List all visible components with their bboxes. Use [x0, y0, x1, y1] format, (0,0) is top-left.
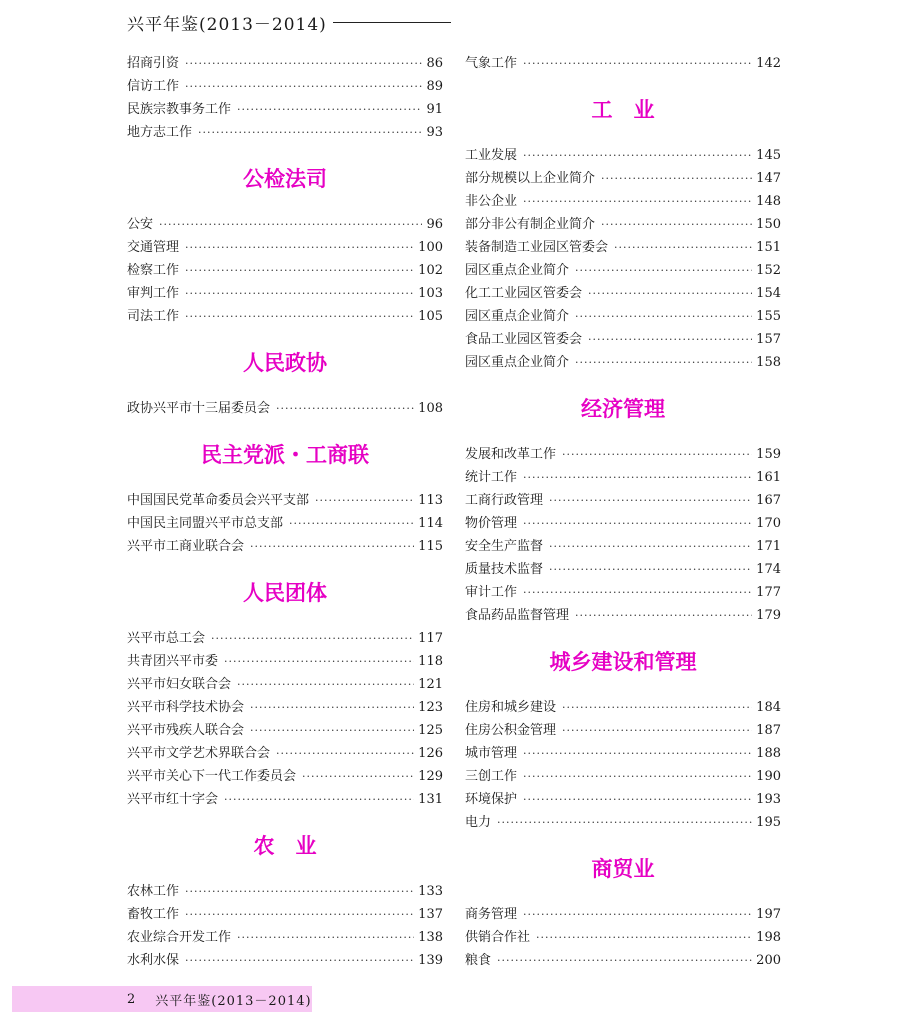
toc-entry[interactable]	[127, 282, 443, 305]
toc-entry-page: 114	[418, 516, 443, 531]
section-spacer	[127, 375, 443, 397]
toc-entry[interactable]	[127, 98, 443, 121]
toc-entry[interactable]	[127, 259, 443, 282]
dot-leader	[549, 535, 752, 558]
toc-entry[interactable]	[127, 903, 443, 926]
toc-entry[interactable]	[465, 259, 781, 282]
dot-leader	[315, 489, 414, 512]
toc-entry-label: 兴平市总工会	[127, 631, 206, 646]
toc-entry-page: 115	[418, 539, 443, 554]
toc-entry-page: 125	[418, 723, 443, 738]
toc-entry-label: 审判工作	[127, 286, 180, 301]
toc-entry[interactable]	[465, 167, 781, 190]
toc-entry-page: 197	[756, 907, 781, 922]
toc-entry-page: 123	[418, 700, 443, 715]
section-spacer	[465, 834, 781, 857]
dot-leader	[575, 351, 752, 374]
toc-entry-label: 地方志工作	[127, 125, 193, 140]
dot-leader	[601, 167, 752, 190]
toc-entry-page: 187	[756, 723, 781, 738]
toc-entry[interactable]	[127, 880, 443, 903]
toc-entry-page: 93	[426, 125, 443, 140]
section-title: 城乡建设和管理	[549, 649, 697, 674]
toc-entry-page: 190	[756, 769, 781, 784]
toc-entry-page: 179	[756, 608, 781, 623]
toc-entry[interactable]	[465, 489, 781, 512]
toc-entry[interactable]	[127, 949, 443, 972]
toc-entry-page: 157	[756, 332, 781, 347]
dot-leader	[523, 52, 752, 75]
section-spacer	[465, 627, 781, 650]
toc-entry[interactable]	[127, 719, 443, 742]
toc-entry-page: 155	[756, 309, 781, 324]
toc-entry[interactable]	[127, 535, 443, 558]
toc-entry-page: 142	[756, 56, 781, 71]
dot-leader	[575, 604, 752, 627]
toc-entry-label: 兴平市科学技术协会	[127, 700, 245, 715]
toc-entry-page: 154	[756, 286, 781, 301]
dot-leader	[185, 880, 414, 903]
toc-entry-page: 105	[418, 309, 443, 324]
toc-entry-page: 148	[756, 194, 781, 209]
section-title: 农 业	[253, 833, 317, 858]
dot-leader	[185, 282, 414, 305]
section-spacer	[127, 191, 443, 213]
dot-leader	[211, 627, 414, 650]
dot-leader	[523, 788, 752, 811]
toc-entry[interactable]	[465, 282, 781, 305]
section-title: 商贸业	[591, 856, 655, 881]
toc-entry[interactable]	[465, 903, 781, 926]
section-title: 人民政协	[243, 350, 327, 375]
toc-entry-label: 质量技术监督	[465, 562, 544, 577]
section-spacer	[127, 328, 443, 351]
toc-entry-label: 三创工作	[465, 769, 518, 784]
dot-leader	[237, 673, 414, 696]
section-spacer	[127, 420, 443, 443]
toc-entry-page: 117	[418, 631, 443, 646]
toc-entry[interactable]	[127, 121, 443, 144]
dot-leader	[562, 719, 752, 742]
toc-entry-page: 188	[756, 746, 781, 761]
toc-entry[interactable]	[127, 305, 443, 328]
toc-entry-page: 150	[756, 217, 781, 232]
toc-entry[interactable]	[465, 926, 781, 949]
section-title: 工 业	[591, 97, 655, 122]
toc-entry-label: 共青团兴平市委	[127, 654, 219, 669]
dot-leader	[562, 443, 752, 466]
toc-entry[interactable]	[465, 811, 781, 834]
dot-leader	[185, 52, 422, 75]
toc-entry-label: 兴平市残疾人联合会	[127, 723, 245, 738]
toc-entry[interactable]	[127, 765, 443, 788]
section-spacer	[465, 881, 781, 903]
toc-entry-label: 工商行政管理	[465, 493, 544, 508]
toc-entry-label: 食品工业园区管委会	[465, 332, 583, 347]
toc-entry-label: 中国民主同盟兴平市总支部	[127, 516, 284, 531]
dot-leader	[536, 926, 752, 949]
page-footer	[12, 986, 312, 1012]
toc-entry-label: 园区重点企业简介	[465, 309, 570, 324]
toc-entry[interactable]	[127, 236, 443, 259]
toc-entry-page: 100	[418, 240, 443, 255]
toc-entry[interactable]	[127, 926, 443, 949]
dot-leader	[185, 259, 414, 282]
toc-entry-page: 174	[756, 562, 781, 577]
toc-entry-label: 供销合作社	[465, 930, 531, 945]
toc-entry-label: 兴平市红十字会	[127, 792, 219, 807]
toc-entry-label: 食品药品监督管理	[465, 608, 570, 623]
dot-leader	[588, 328, 752, 351]
toc-entry-label: 商务管理	[465, 907, 518, 922]
toc-entry-page: 139	[418, 953, 443, 968]
toc-entry[interactable]	[465, 719, 781, 742]
toc-entry-page: 147	[756, 171, 781, 186]
dot-leader	[549, 489, 752, 512]
dot-leader	[198, 121, 422, 144]
toc-entry-label: 兴平市工商业联合会	[127, 539, 245, 554]
dot-leader	[523, 765, 752, 788]
section-title: 民主党派・工商联	[201, 442, 369, 467]
toc-entry-label: 信访工作	[127, 79, 180, 94]
toc-entry-label: 农业综合开发工作	[127, 930, 232, 945]
toc-entry[interactable]	[127, 627, 443, 650]
toc-entry-label: 政协兴平市十三届委员会	[127, 401, 271, 416]
section-spacer	[465, 674, 781, 696]
toc-entry[interactable]	[465, 949, 781, 972]
toc-left-column	[127, 52, 443, 972]
header-rule	[333, 22, 451, 23]
toc-entry-label: 非公企业	[465, 194, 518, 209]
toc-entry-page: 89	[426, 79, 443, 94]
toc-entry[interactable]	[127, 788, 443, 811]
toc-entry-page: 171	[756, 539, 781, 554]
toc-entry-page: 145	[756, 148, 781, 163]
toc-entry[interactable]	[465, 788, 781, 811]
section-spacer	[465, 374, 781, 397]
toc-entry[interactable]	[465, 144, 781, 167]
dot-leader	[497, 811, 752, 834]
toc-entry-label: 气象工作	[465, 56, 518, 71]
dot-leader	[523, 903, 752, 926]
dot-leader	[588, 282, 752, 305]
toc-entry-page: 137	[418, 907, 443, 922]
section-spacer	[465, 122, 781, 144]
toc-entry-label: 化工工业园区管委会	[465, 286, 583, 301]
toc-entry[interactable]	[127, 673, 443, 696]
toc-entry-page: 121	[418, 677, 443, 692]
toc-entry-label: 电力	[465, 815, 492, 830]
running-header	[127, 10, 451, 35]
dot-leader	[276, 742, 414, 765]
toc-entry-label: 装备制造工业园区管委会	[465, 240, 609, 255]
dot-leader	[614, 236, 752, 259]
toc-entry[interactable]	[127, 512, 443, 535]
toc-entry-label: 检察工作	[127, 263, 180, 278]
footer-title: 兴平年鉴(2013－2014)	[155, 993, 312, 1009]
toc-entry-page: 151	[756, 240, 781, 255]
toc-entry-page: 133	[418, 884, 443, 899]
toc-entry[interactable]	[465, 512, 781, 535]
dot-leader	[523, 512, 752, 535]
toc-entry-page: 158	[756, 355, 781, 370]
dot-leader	[523, 581, 752, 604]
toc-entry-page: 152	[756, 263, 781, 278]
toc-entry[interactable]	[465, 190, 781, 213]
dot-leader	[224, 650, 414, 673]
toc-entry-label: 兴平市关心下一代工作委员会	[127, 769, 297, 784]
toc-entry[interactable]	[465, 443, 781, 466]
toc-entry-page: 177	[756, 585, 781, 600]
dot-leader	[250, 719, 414, 742]
toc-entry-page: 91	[426, 102, 443, 117]
section-spacer	[127, 144, 443, 167]
dot-leader	[185, 305, 414, 328]
header-title: 兴平年鉴(2013－2014)	[127, 15, 327, 35]
dot-leader	[185, 75, 422, 98]
toc-entry-label: 安全生产监督	[465, 539, 544, 554]
toc-right-column	[465, 52, 781, 972]
toc-entry-page: 138	[418, 930, 443, 945]
toc-entry-label: 住房公积金管理	[465, 723, 557, 738]
toc-entry[interactable]	[465, 351, 781, 374]
section-title: 经济管理	[581, 396, 665, 421]
section-title: 公检法司	[243, 166, 327, 191]
toc-entry-page: 184	[756, 700, 781, 715]
toc-entry-label: 住房和城乡建设	[465, 700, 557, 715]
toc-entry[interactable]	[465, 742, 781, 765]
toc-entry[interactable]	[465, 52, 781, 75]
section-spacer	[127, 605, 443, 627]
toc-entry-label: 民族宗教事务工作	[127, 102, 232, 117]
toc-entry[interactable]	[127, 489, 443, 512]
dot-leader	[185, 903, 414, 926]
dot-leader	[250, 696, 414, 719]
toc-entry[interactable]	[127, 742, 443, 765]
toc-entry-label: 发展和改革工作	[465, 447, 557, 462]
dot-leader	[159, 213, 422, 236]
toc-entry[interactable]	[465, 236, 781, 259]
toc-entry[interactable]	[465, 765, 781, 788]
toc-entry[interactable]	[465, 558, 781, 581]
toc-entry[interactable]	[465, 535, 781, 558]
dot-leader	[289, 512, 414, 535]
dot-leader	[523, 742, 752, 765]
toc-entry-page: 193	[756, 792, 781, 807]
toc-entry-label: 畜牧工作	[127, 907, 180, 922]
dot-leader	[302, 765, 414, 788]
toc-entry-page: 167	[756, 493, 781, 508]
dot-leader	[575, 305, 752, 328]
section-spacer	[127, 811, 443, 834]
toc-entry-page: 102	[418, 263, 443, 278]
toc-entry-page: 108	[418, 401, 443, 416]
dot-leader	[562, 696, 752, 719]
dot-leader	[237, 926, 414, 949]
toc-entry[interactable]	[127, 75, 443, 98]
toc-entry-page: 126	[418, 746, 443, 761]
toc-entry[interactable]	[127, 397, 443, 420]
toc-entry-label: 环境保护	[465, 792, 518, 807]
toc-entry-label: 部分非公有制企业简介	[465, 217, 596, 232]
toc-entry-label: 招商引资	[127, 56, 180, 71]
toc-entry-label: 工业发展	[465, 148, 518, 163]
toc-entry-label: 农林工作	[127, 884, 180, 899]
toc-entry-label: 物价管理	[465, 516, 518, 531]
footer-page-number: 2	[127, 991, 136, 1007]
toc-entry-page: 200	[756, 953, 781, 968]
dot-leader	[575, 259, 752, 282]
dot-leader	[185, 949, 414, 972]
toc-entry-page: 86	[426, 56, 443, 71]
dot-leader	[523, 144, 752, 167]
dot-leader	[224, 788, 414, 811]
toc-entry[interactable]	[127, 213, 443, 236]
toc-entry-page: 113	[418, 493, 443, 508]
toc-entry[interactable]	[127, 696, 443, 719]
toc-entry-label: 审计工作	[465, 585, 518, 600]
dot-leader	[549, 558, 752, 581]
dot-leader	[250, 535, 414, 558]
dot-leader	[601, 213, 752, 236]
section-title: 人民团体	[243, 580, 327, 605]
section-spacer	[127, 558, 443, 581]
toc-entry-page: 118	[418, 654, 443, 669]
toc-entry-page: 198	[756, 930, 781, 945]
toc-entry-page: 103	[418, 286, 443, 301]
toc-entry-page: 129	[418, 769, 443, 784]
toc-entry-label: 司法工作	[127, 309, 180, 324]
toc-entry-label: 兴平市文学艺术界联合会	[127, 746, 271, 761]
toc-entry-page: 195	[756, 815, 781, 830]
dot-leader	[523, 190, 752, 213]
toc-entry[interactable]	[465, 604, 781, 627]
toc-entry[interactable]	[465, 213, 781, 236]
dot-leader	[237, 98, 422, 121]
toc-entry-label: 粮食	[465, 953, 492, 968]
toc-entry[interactable]	[465, 696, 781, 719]
toc-entry-page: 161	[756, 470, 781, 485]
toc-entry-label: 统计工作	[465, 470, 518, 485]
toc-entry-page: 159	[756, 447, 781, 462]
section-spacer	[127, 467, 443, 489]
toc-entry-label: 水利水保	[127, 953, 180, 968]
toc-entry-page: 131	[418, 792, 443, 807]
toc-entry[interactable]	[465, 328, 781, 351]
dot-leader	[497, 949, 752, 972]
section-spacer	[127, 858, 443, 880]
toc-entry-page: 96	[426, 217, 443, 232]
toc-entry-label: 部分规模以上企业简介	[465, 171, 596, 186]
dot-leader	[185, 236, 414, 259]
toc-entry-label: 中国国民党革命委员会兴平支部	[127, 493, 310, 508]
toc-entry-label: 园区重点企业简介	[465, 355, 570, 370]
toc-entry[interactable]	[465, 305, 781, 328]
section-spacer	[465, 421, 781, 443]
toc-entry-label: 园区重点企业简介	[465, 263, 570, 278]
section-spacer	[465, 75, 781, 98]
dot-leader	[276, 397, 414, 420]
toc-entry-label: 城市管理	[465, 746, 518, 761]
toc-entry[interactable]	[465, 581, 781, 604]
toc-entry-label: 公安	[127, 217, 154, 232]
toc-entry[interactable]	[127, 650, 443, 673]
dot-leader	[523, 466, 752, 489]
toc-entry-label: 兴平市妇女联合会	[127, 677, 232, 692]
toc-entry[interactable]	[465, 466, 781, 489]
toc-entry-label: 交通管理	[127, 240, 180, 255]
toc-entry-page: 170	[756, 516, 781, 531]
toc-entry[interactable]	[127, 52, 443, 75]
